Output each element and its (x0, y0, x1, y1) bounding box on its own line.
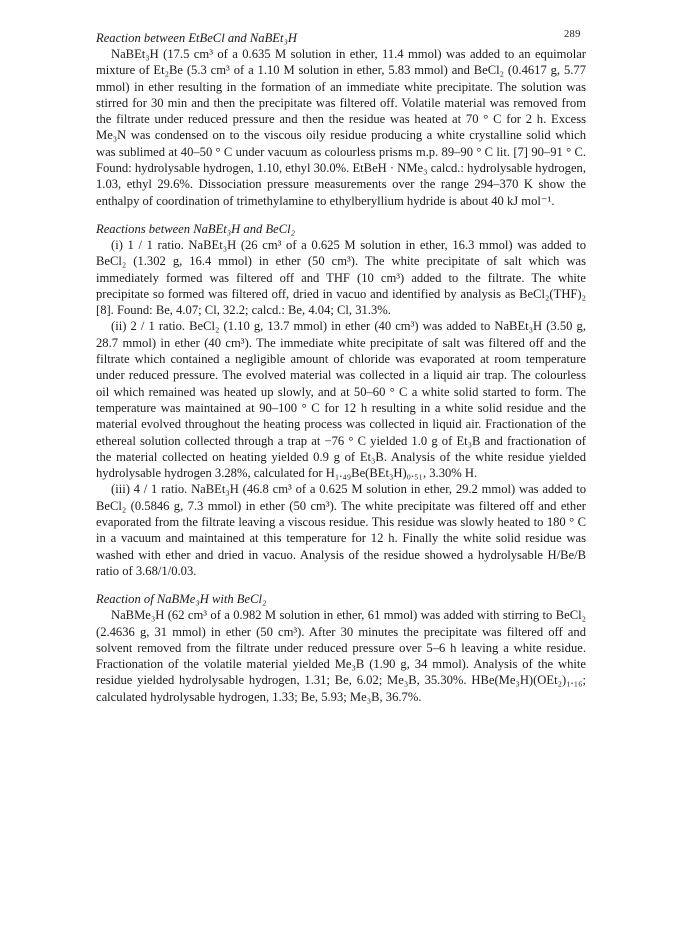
section-heading: Reactions between NaBEt₃H and BeCl₂ (96, 221, 296, 236)
paragraph: (i) 1 / 1 ratio. NaBEt₃H (26 cm³ of a 0.625 M solution in ether, 16.3 mmol) was added to BeCl₂ (1.302 g, 16.4 mmol) in ether (50 cm³). The white precipitate of salt which was immediately formed was filtered off and THF (10 cm³) added to the filtrate. The white precipitate so formed was filtered off, dried in vacuo and identified by analysis as BeCl₂(THF)₂ [8]. Found: Be, 4.07; Cl, 32.2; calcd.: Be, 4.04; Cl, 31.3%. (96, 237, 586, 318)
page-number: 289 (564, 29, 581, 40)
paragraph: (iii) 4 / 1 ratio. NaBEt₃H (46.8 cm³ of a 0.625 M solution in ether, 29.2 mmol) was added to BeCl₂ (0.5846 g, 7.3 mmol) in ether (50 cm³). The white precipitate was filtered off and ether evaporated from the filtrate leaving a viscous residue. This residue was slowly heated to 180 ° C in a vacuum and maintained at this temperature for 12 h. Finally the white solid residue was washed with ether and dried in vacuo. Analysis of the residue showed a hydrolysable H/Be/B ratio of 3.68/1/0.03. (96, 482, 586, 578)
paragraph: NaBMe₃H (62 cm³ of a 0.982 M solution in ether, 61 mmol) was added with stirring to BeCl₂ (2.4636 g, 31 mmol) in ether (50 cm³). After 30 minutes the precipitate was filtered off and solvent removed from the filtrate under reduced pressure over 5–6 h leaving a white residue. Fractionation of the volatile material yielded Me₃B (1.90 g, 34 mmol). Analysis of the white residue yielded hydrolysable hydrogen, 1.31; Be, 6.02; Me₃B, 35.30%. HBe(Me₃H)(OEt₂)₁.₁₆; calculated hydrolysable hydrogen, 1.33; Be, 5.93; Me₃B, 36.7%. (96, 608, 586, 704)
paragraph: NaBEt₃H (17.5 cm³ of a 0.635 M solution in ether, 11.4 mmol) was added to an equimolar mixture of Et₂Be (5.3 cm³ of a 1.10 M solution in ether, 5.83 mmol) and BeCl₂ (0.4617 g, 5.77 mmol) in ether resulting in the formation of an immediate white precipitate. The solution was stirred for 30 min and then the precipitate was filtered off. Volatile material was removed from the filtrate under reduced pressure and then the residue was heated at 70 ° C for 2 h. Excess Me₃N was condensed on to the viscous oily residue producing a white crystalline solid which was sublimed at 40–50 ° C under vacuum as colourless prisms m.p. 89–90 ° C lit. [7] 90–91 ° C. Found: hydrolysable hydrogen, 1.10, ethyl 30.0%. EtBeH · NMe₃ calcd.: hydrolysable hydrogen, 1.03, ethyl 29.6%. Dissociation pressure measurements over the range 294–370 K show the enthalpy of coordination of trimethylamine to ethylberyllium hydride is about 40 kJ mol⁻¹. (96, 47, 586, 208)
section-heading: Reaction between EtBeCl and NaBEt₃H (96, 31, 297, 45)
paragraph: (ii) 2 / 1 ratio. BeCl₂ (1.10 g, 13.7 mmol) in ether (40 cm³) was added to NaBEt₃H (3.50 g, 28.7 mmol) in ether (40 cm³). The immediate white precipitate of salt was filtered off and the filtrate which contained a negligible amount of chloride was evaporated at room temperature under reduced pressure. The evolved material was collected in a liquid air trap. The colourless oil which remained was heated up slowly, and at 50–60 ° C a white solid started to form. The temperature was maintained at 90–100 ° C for 12 h resulting in a white solid residue and the material evolved throughout the heating process was collected in liquid air. Fractionation of the ethereal solution collected through a trap at −76 ° C yielded 1.0 g of Et₃B and fractionation of the material collected on heating yielded 0.9 g of Et₃B. Analysis of the white residue yielded hydrolysable hydrogen 3.28%, calculated for H₁.₄₉Be(BEt₃H)₀.₅₁, 3.30% H. (96, 319, 586, 481)
section-heading: Reaction of NaBMe₃H with BeCl₂ (96, 592, 267, 607)
section-becl2 (96, 221, 586, 579)
page-body (96, 30, 586, 705)
section-etbecl (96, 30, 586, 209)
section-nabme3h (96, 591, 586, 705)
